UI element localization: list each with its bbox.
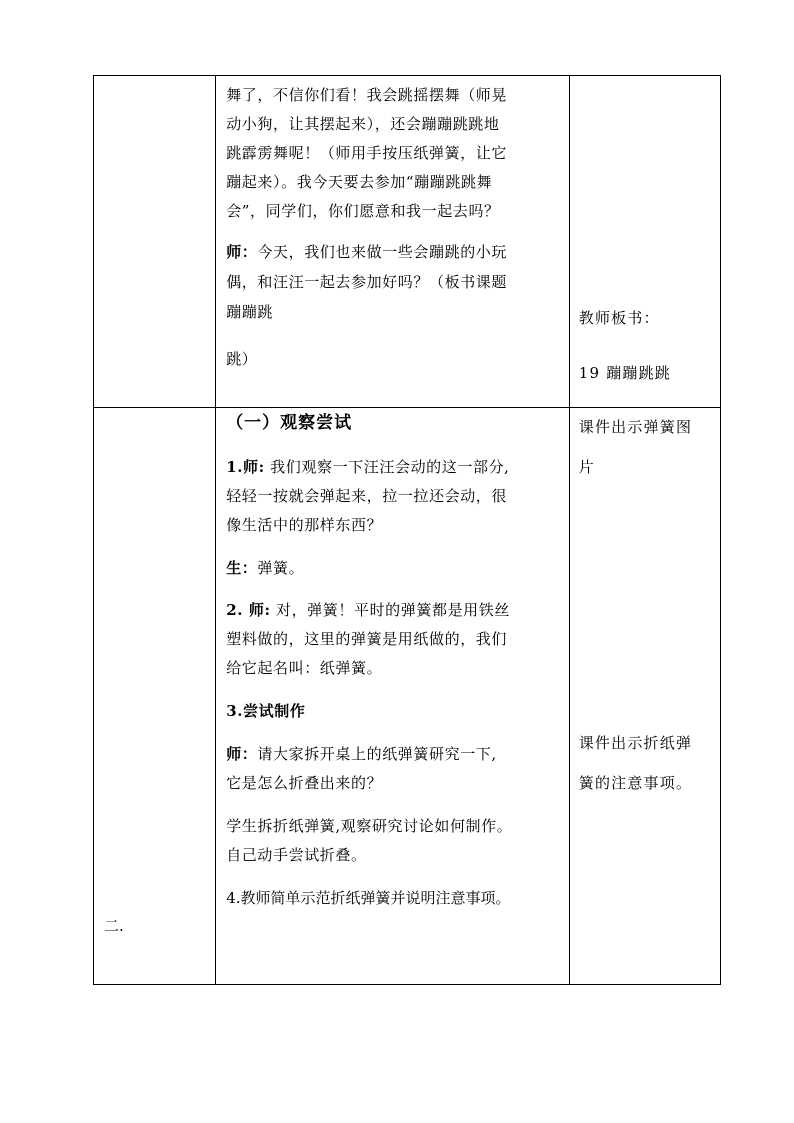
board-note-value: 19 蹦蹦跳跳 (578, 364, 672, 382)
item3-title: 3.尝试制作 (226, 702, 306, 721)
row2-label-cell (94, 408, 216, 985)
section-number: 二. (104, 917, 124, 936)
teacher-paragraph-line-1 (226, 239, 507, 266)
item2-text-3: 给它起名叫：纸弹簧。 (226, 659, 383, 678)
courseware-note-1-line-1: 课件出示弹簧图 (578, 418, 693, 437)
teacher3-label: 师： (226, 745, 258, 764)
table-row (94, 76, 721, 408)
teacher-text-tail: 跳） (226, 350, 258, 368)
row1-note-cell (569, 76, 720, 408)
teacher3-line-1 (226, 741, 497, 768)
story-line-1: 舞了，不信你们看！我会跳摇摆舞（师晃 (226, 86, 507, 104)
courseware-note-1-line-2: 片 (578, 458, 595, 477)
student-label: 生： (226, 559, 258, 578)
table-row (94, 408, 721, 985)
lesson-plan-table (93, 75, 721, 985)
teacher-label: 师： (226, 243, 258, 261)
item2-label: 2. 师: (226, 601, 271, 620)
item1-line-1 (226, 454, 509, 481)
row1-label-cell (94, 76, 216, 408)
item1-text-2: 轻轻一按就会弹起来，拉一拉还会动，很 (226, 487, 507, 506)
student-text: 弹簧。 (257, 559, 305, 578)
item2-text-2: 塑料做的，这里的弹簧是用纸做的，我们 (226, 630, 507, 649)
teacher-text-2: 偶，和汪汪一起去参加好吗？（板书课题 (226, 273, 507, 291)
row2-note-cell (569, 408, 720, 985)
item2-line-1 (226, 597, 510, 624)
board-note-title: 教师板书： (578, 309, 660, 327)
story-line-4: 蹦起来）。我今天要去参加“蹦蹦跳跳舞 (226, 173, 493, 191)
item1-text-3: 像生活中的那样东西？ (226, 516, 383, 535)
item1-label: 1.师: (226, 458, 265, 477)
story-line-5: 会”，同学们，你们愿意和我一起去吗？ (226, 202, 500, 220)
item1-text-1: 我们观察一下汪汪会动的这一部分, (264, 458, 510, 477)
row1-content-cell (216, 76, 570, 408)
teacher3-text-1: 请大家拆开桌上的纸弹簧研究一下, (257, 745, 497, 764)
student-answer (226, 555, 304, 582)
teacher-text-3: 蹦蹦跳 (226, 303, 273, 321)
courseware-note-2-line-2: 簧的注意事项。 (578, 774, 693, 793)
item4-text: 4.教师简单示范折纸弹簧并说明注意事项。 (226, 889, 511, 908)
story-line-2: 动小狗，让其摆起来），还会蹦蹦跳跳地 (226, 115, 500, 133)
teacher3-text-2: 它是怎么折叠出来的？ (226, 774, 383, 793)
row2-content-cell (216, 408, 570, 985)
teacher-text-1: 今天，我们也来做一些会蹦跳的小玩 (257, 243, 507, 261)
section-title: （一）观察尝试 (226, 413, 353, 434)
courseware-note-2-line-1: 课件出示折纸弹 (578, 734, 693, 753)
student-activity-line-2: 自己动手尝试折叠。 (226, 846, 367, 865)
item2-text-1: 对，弹簧！平时的弹簧都是用铁丝 (270, 601, 510, 620)
story-line-3: 跳霹雳舞呢！（师用手按压纸弹簧，让它 (226, 144, 507, 162)
student-activity-line-1: 学生拆折纸弹簧,观察研究讨论如何制作。 (226, 817, 513, 836)
